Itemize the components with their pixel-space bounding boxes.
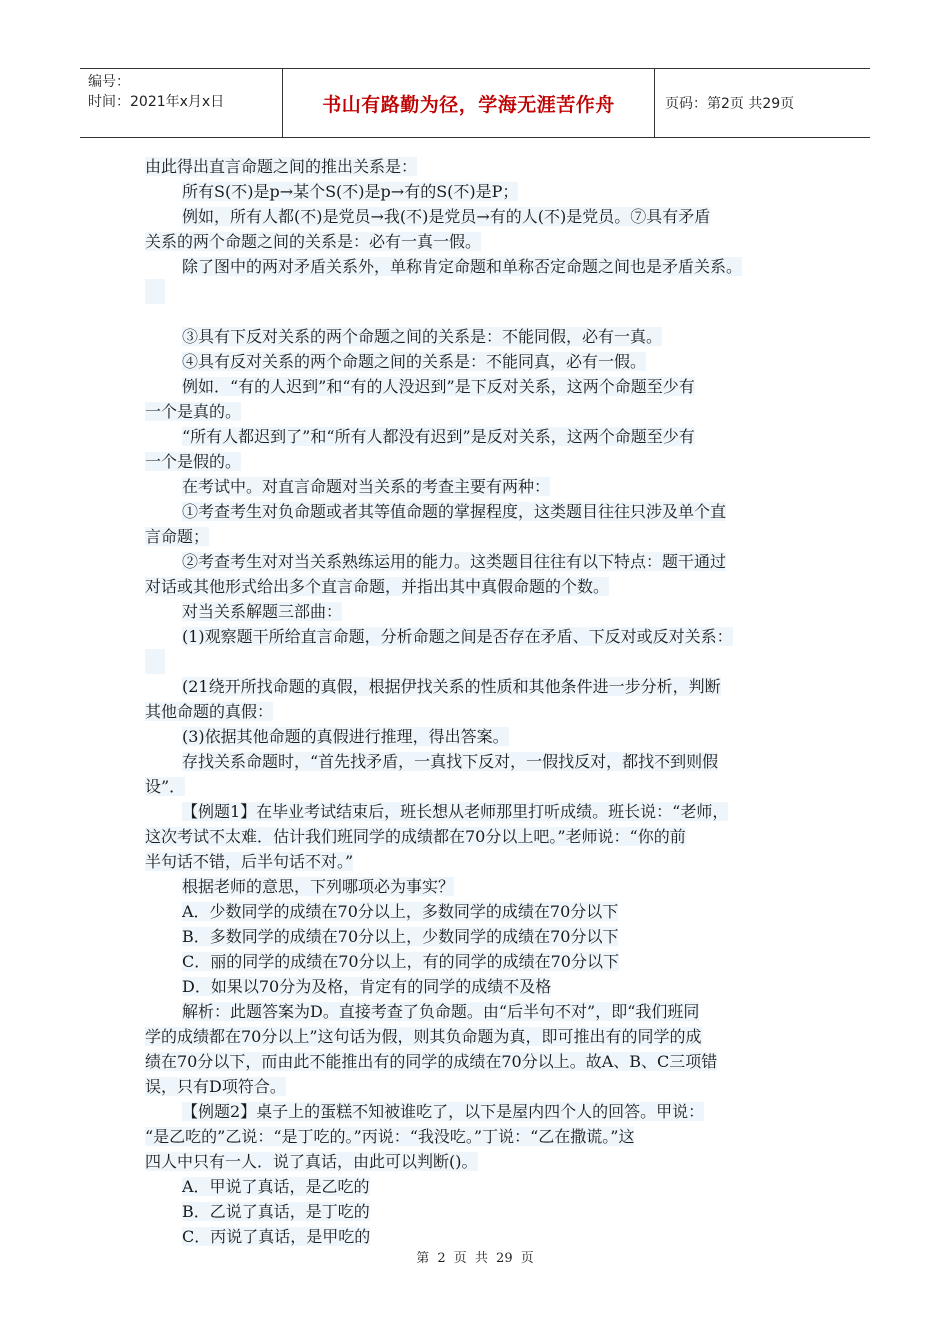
time-label: 时间：2021年x月x日 — [88, 94, 225, 110]
paragraph: 对话或其他形式给出多个直言命题，并指出其中真假命题的个数。 — [145, 577, 610, 596]
spacer — [145, 304, 825, 324]
paragraph: 误，只有D项符合。 — [145, 1077, 286, 1096]
paragraph: 其他命题的真假： — [145, 702, 274, 721]
paragraph: 例如，所有人都(不)是党员→我(不)是党员→有的人(不)是党员。⑦具有矛盾 — [182, 207, 711, 226]
paragraph: (3)依据其他命题的真假进行推理，得出答案。 — [182, 727, 509, 746]
paragraph: 由此得出直言命题之间的推出关系是： — [145, 157, 418, 176]
header-meta — [80, 69, 282, 137]
paragraph: 除了图中的两对矛盾关系外，单称肯定命题和单称否定命题之间也是矛盾关系。 — [182, 257, 743, 276]
page-footer: 第 2 页 共 29 页 — [416, 1251, 534, 1266]
paragraph: 存找关系命题时，“首先找矛盾，一真找下反对，一假找反对，都找不到则假 — [182, 752, 719, 771]
header-page-info: 页码：第2页 共29页 — [665, 96, 795, 112]
header-motto-cell — [282, 69, 655, 137]
paragraph: 学的成绩都在70分以上”这句话为假，则其负命题为真，即可推出有的同学的成 — [145, 1027, 702, 1046]
paragraph: 四人中只有一人．说了真话，由此可以判断()。 — [145, 1152, 478, 1171]
paragraph: ②考查考生对对当关系熟练运用的能力。这类题目往往有以下特点：题干通过 — [182, 552, 727, 571]
paragraph: 在考试中。对直言命题对当关系的考查主要有两种： — [182, 477, 551, 496]
number-label: 编号： — [88, 74, 130, 90]
paragraph: 关系的两个命题之间的关系是：必有一真一假。 — [145, 232, 482, 251]
paragraph: ④具有反对关系的两个命题之间的关系是：不能同真，必有一假。 — [182, 352, 647, 371]
option: D．如果以70分为及格，肯定有的同学的成绩不及格 — [182, 977, 552, 996]
option: B．乙说了真话，是丁吃的 — [182, 1202, 370, 1221]
empty-line — [145, 279, 165, 304]
paragraph: 言命题； — [145, 527, 210, 546]
paragraph: 这次考试不太难．估计我们班同学的成绩都在70分以上吧。”老师说：“你的前 — [145, 827, 686, 846]
paragraph: 例如．“有的人迟到”和“有的人没迟到”是下反对关系，这两个命题至少有 — [182, 377, 695, 396]
option: C．丽的同学的成绩在70分以上，有的同学的成绩在70分以下 — [182, 952, 619, 971]
option: C．丙说了真话，是甲吃的 — [182, 1227, 371, 1246]
example-heading: 【例题1】在毕业考试结束后，班长想从老师那里打听成绩。班长说：“老师， — [182, 802, 729, 821]
paragraph: “所有人都迟到了”和“所有人都没有迟到”是反对关系，这两个命题至少有 — [182, 427, 695, 446]
paragraph: (1)观察题干所给直言命题，分析命题之间是否存在矛盾、下反对或反对关系： — [182, 627, 733, 646]
paragraph: 设”． — [145, 777, 186, 796]
option: A．少数同学的成绩在70分以上，多数同学的成绩在70分以下 — [182, 902, 619, 921]
paragraph: 绩在70分以下，而由此不能推出有的同学的成绩在70分以上。故A、B、C三项错 — [145, 1052, 718, 1071]
paragraph: 所有S(不)是p→某个S(不)是p→有的S(不)是P； — [182, 182, 519, 201]
paragraph: ③具有下反对关系的两个命题之间的关系是：不能同假，必有一真。 — [182, 327, 663, 346]
page-header — [80, 68, 870, 138]
paragraph: 对当关系解题三部曲： — [182, 602, 343, 621]
question: 根据老师的意思，下列哪项必为事实？ — [182, 877, 455, 896]
paragraph: 一个是假的。 — [145, 452, 242, 471]
empty-line — [145, 649, 165, 674]
document-body — [145, 154, 825, 1249]
analysis: 解析：此题答案为D。直接考查了负命题。由“后半句不对”，即“我们班同 — [182, 1002, 700, 1021]
option: A．甲说了真话，是乙吃的 — [182, 1177, 370, 1196]
option: B．多数同学的成绩在70分以上，少数同学的成绩在70分以下 — [182, 927, 619, 946]
paragraph: 一个是真的。 — [145, 402, 242, 421]
header-motto: 书山有路勤为径，学海无涯苦作舟 — [322, 93, 615, 116]
paragraph: (21绕开所找命题的真假，根据伊找关系的性质和其他条件进一步分析，判断 — [182, 677, 721, 696]
paragraph: “是乙吃的”乙说：“是丁吃的。”丙说：“我没吃。”丁说：“乙在撒谎。”这 — [145, 1127, 635, 1146]
example-heading: 【例题2】桌子上的蛋糕不知被谁吃了，以下是屋内四个人的回答。甲说： — [182, 1102, 705, 1121]
paragraph: ①考查考生对负命题或者其等值命题的掌握程度，这类题目往往只涉及单个直 — [182, 502, 727, 521]
paragraph: 半句话不错，后半句话不对。” — [145, 852, 354, 871]
